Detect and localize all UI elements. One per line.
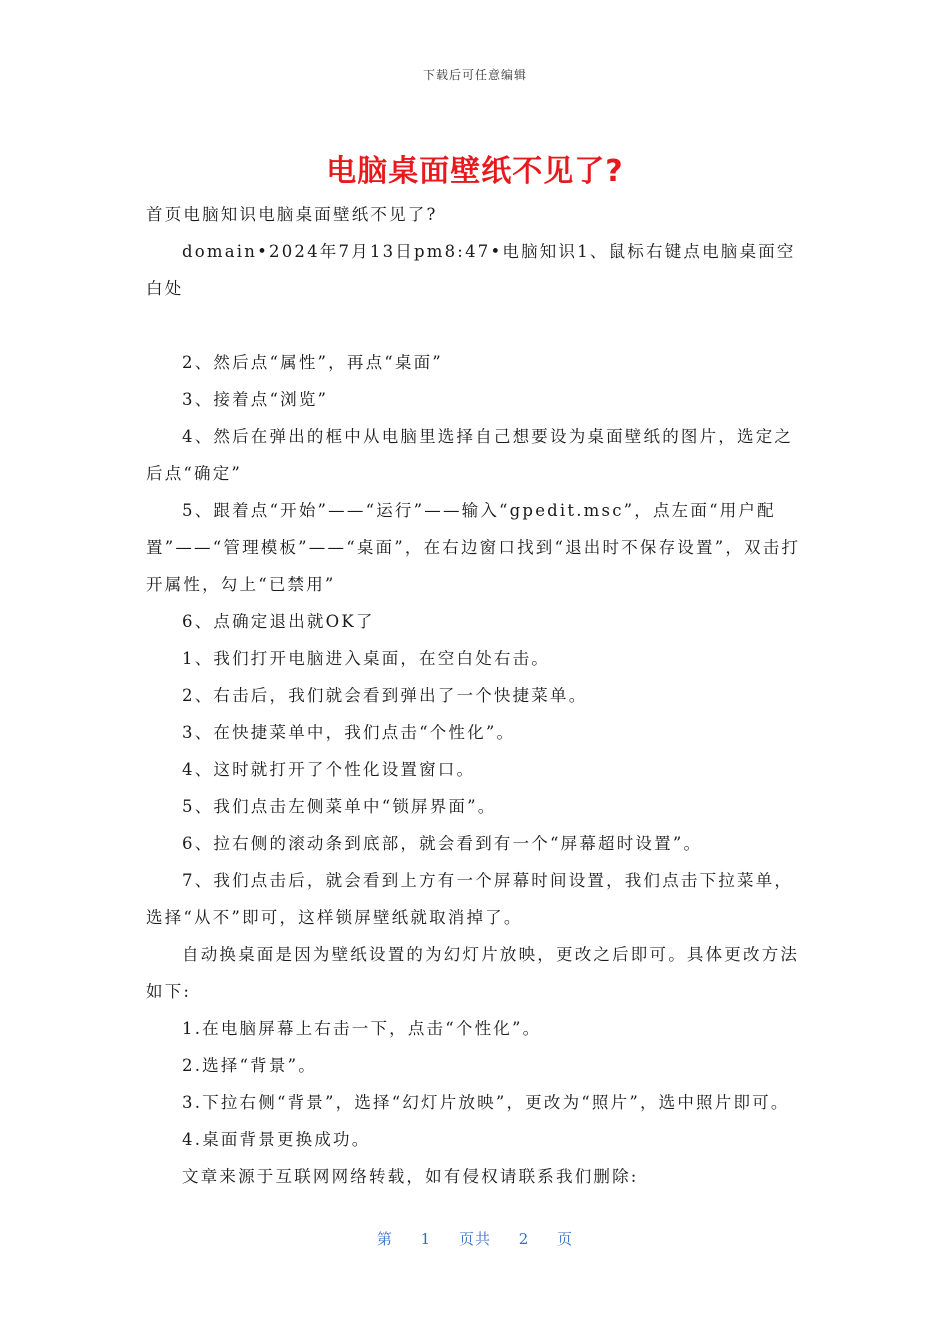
paragraph: 4.桌面背景更换成功。 [182, 1130, 371, 1149]
paragraph: 6、点确定退出就OK了 [182, 612, 375, 631]
breadcrumb-line: 首页电脑知识电脑桌面壁纸不见了? [146, 205, 438, 224]
paragraph: 3、接着点“浏览” [182, 390, 329, 409]
paragraph: 5、跟着点“开始”——“运行”——输入“gpedit.msc”，点左面“用户配置”——“管理模板”——“桌面”，在右边窗口找到“退出时不保存设置”，双击打开属性，勾上“已禁用” [146, 501, 801, 594]
meta-line: domain•2024年7月13日pm8:47•电脑知识1、鼠标右键点电脑桌面空白处 [146, 242, 796, 298]
paragraph: 5、我们点击左侧菜单中“锁屏界面”。 [182, 797, 497, 816]
document-title: 电脑桌面壁纸不见了? [326, 154, 624, 189]
paragraph: 2.选择“背景”。 [182, 1056, 317, 1075]
paragraph: 1、我们打开电脑进入桌面，在空白处右击。 [182, 649, 550, 668]
paragraph: 4、然后在弹出的框中从电脑里选择自己想要设为桌面壁纸的图片，选定之后点“确定” [146, 427, 794, 483]
page-header-note: 下载后可任意编辑 [422, 68, 527, 82]
paragraph: 7、我们点击后，就会看到上方有一个屏幕时间设置，我们点击下拉菜单，选择“从不”即可，这样锁屏壁纸就取消掉了。 [146, 871, 794, 927]
paragraph: 6、拉右侧的滚动条到底部，就会看到有一个“屏幕超时设置”。 [182, 834, 703, 853]
paragraph: 自动换桌面是因为壁纸设置的为幻灯片放映，更改之后即可。具体更改方法如下: [146, 945, 800, 1001]
source-note: 文章来源于互联网网络转载，如有侵权请联系我们删除: [182, 1167, 639, 1186]
paragraph: 4、这时就打开了个性化设置窗口。 [182, 760, 476, 779]
paragraph: 3.下拉右侧“背景”，选择“幻灯片放映”，更改为“照片”，选中照片即可。 [182, 1093, 790, 1112]
page-number: 第 1 页共 2 页 [376, 1230, 574, 1248]
paragraph: 3、在快捷菜单中，我们点击“个性化”。 [182, 723, 516, 742]
article-body [146, 196, 808, 1195]
paragraph: 2、右击后，我们就会看到弹出了一个快捷菜单。 [182, 686, 588, 705]
paragraph: 2、然后点“属性”，再点“桌面” [182, 353, 443, 372]
paragraph: 1.在电脑屏幕上右击一下，点击“个性化”。 [182, 1019, 542, 1038]
